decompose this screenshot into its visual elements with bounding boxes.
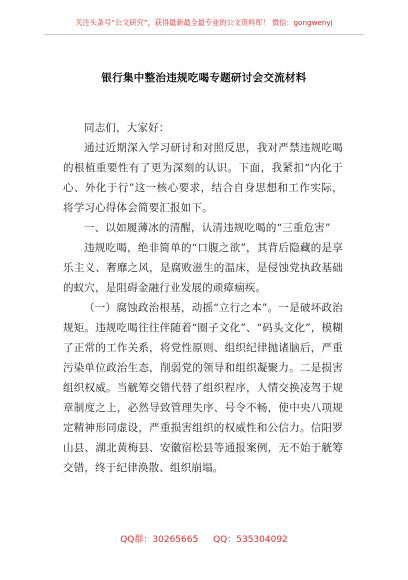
paragraph: 违规吃喝，绝非简单的“口腹之欲”，其背后隐藏的是享乐主义、奢靡之风，是腐败滋生的温床，是侵蚀党执政基础的蚁穴，是阻碍金融行业发展的顽瘴痼疾。	[63, 242, 343, 294]
header-notice: 关注头条号“公文研究”，获得最新最全最专业的公文资料库！ 微信：gongwenyj	[75, 18, 333, 27]
paragraph: 通过近期深入学习研讨和对照反思，我对严禁违规吃喝的根植重要性有了更为深刻的认识。下面，我紧扣“内化于心、外化于行”这一核心要求，结合自身思想和工作实际，将学习心得体会简要汇报如下。	[63, 142, 343, 214]
footer-contact	[48, 532, 360, 545]
document-title: 银行集中整治违规吃喝专题研讨会交流材料	[101, 72, 307, 84]
document-body	[63, 118, 343, 478]
section-heading: 一、以如履薄冰的清醒，认清违规吃喝的“三重危害”	[84, 222, 331, 234]
greeting: 同志们，大家好：	[84, 122, 170, 134]
paragraph: （一）腐蚀政治根基，动摇“立行之本”。一是破坏政治规矩。违规吃喝往往伴随着“圈子文化”、“码头文化”，模糊了正常的工作关系，将党性原则、组织纪律抛诸脑后，严重污染单位政治生态，削弱党的领导和组织凝聚力。二是损害组织权威。当觥筹交错代替了组织程序，人情交换凌驾于规章制度之上，必然导致管理失序、号令不畅，使中央八项规定精神形同虚设，严重损害组织的权威性和公信力。信阳罗山县、湖北黄梅县、安徽宿松县等通报案例，无不始于觥筹交错，终于纪律涣散、组织崩塌。	[63, 302, 343, 474]
header-divider	[44, 34, 364, 35]
footer-qq-group: QQ群：30265665	[120, 535, 199, 545]
footer-qq: QQ：535304092	[213, 535, 288, 545]
